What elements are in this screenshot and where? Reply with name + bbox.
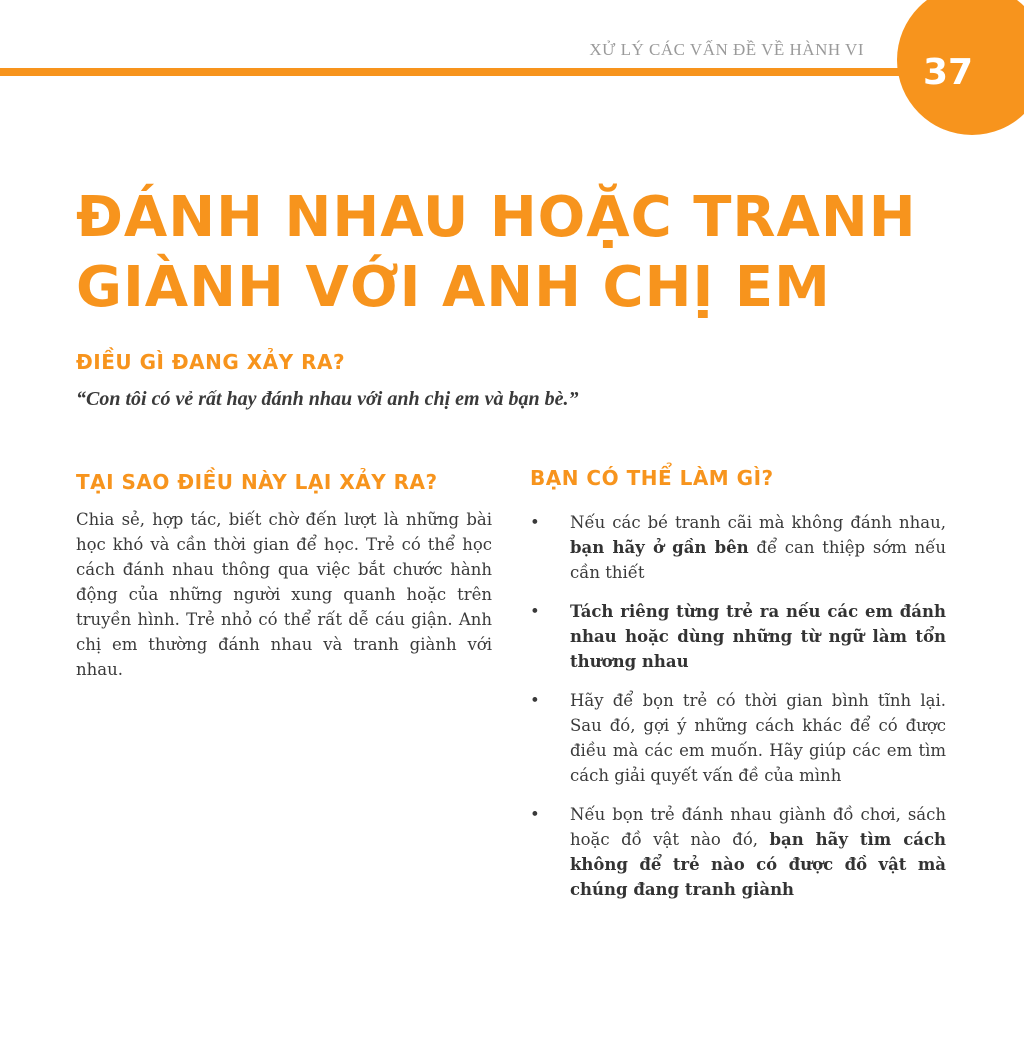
why-heading: TẠI SAO ĐIỀU NÀY LẠI XẢY RA? bbox=[76, 470, 438, 494]
bullet-icon: • bbox=[530, 513, 540, 532]
list-item-text: Nếu các bé tranh cãi mà không đánh nhau, bbox=[570, 513, 946, 532]
list-item-emphasis: bạn hãy ở gần bên bbox=[570, 538, 749, 557]
what-heading: ĐIỀU GÌ ĐANG XẢY RA? bbox=[76, 350, 346, 374]
list-item bbox=[530, 688, 946, 788]
why-body-text: Chia sẻ, hợp tác, biết chờ đến lượt là những bài học khó và cần thời gian để học. Trẻ có thể học cách đánh nhau thông qua việc bắt chước hành động của những người xung quanh hoặc trên truyền hình. Trẻ nhỏ có thể rất dễ cáu giận. Anh chị em thường đánh nhau và tranh giành với nhau. bbox=[76, 510, 492, 679]
bullet-icon: • bbox=[530, 602, 540, 621]
bullet-icon: • bbox=[530, 805, 540, 824]
running-title: XỬ LÝ CÁC VẤN ĐỀ VỀ HÀNH VI bbox=[589, 40, 864, 59]
page-title-line-2: GIÀNH VỚI ANH CHỊ EM bbox=[76, 255, 831, 320]
what-to-do-heading: BẠN CÓ THỂ LÀM GÌ? bbox=[530, 466, 774, 490]
list-item-text: Hãy để bọn trẻ có thời gian bình tĩnh lại. Sau đó, gợi ý những cách khác để có được điều mà các em muốn. Hãy giúp các em tìm cách giải quyết vấn đề của mình bbox=[570, 691, 946, 785]
parent-quote: “Con tôi có vẻ rất hay đánh nhau với anh chị em và bạn bè.” bbox=[76, 388, 579, 410]
list-item bbox=[530, 510, 946, 585]
page-number: 37 bbox=[922, 52, 974, 93]
what-to-do-list bbox=[530, 510, 946, 916]
list-item-text-end: để can thiệp sớm nếu cần thiết bbox=[570, 538, 946, 582]
header-rule bbox=[0, 68, 960, 76]
page-title-line-1: ĐÁNH NHAU HOẶC TRANH bbox=[76, 185, 917, 250]
list-item-text: Nếu bọn trẻ đánh nhau giành đồ chơi, sách hoặc đồ vật nào đó, bbox=[570, 805, 946, 849]
list-item-emphasis: Tách riêng từng trẻ ra nếu các em đánh nhau hoặc dùng những từ ngữ làm tổn thương nhau bbox=[570, 602, 946, 671]
list-item bbox=[530, 802, 946, 902]
list-item bbox=[530, 599, 946, 674]
page-title bbox=[76, 183, 976, 323]
bullet-icon: • bbox=[530, 691, 540, 710]
list-item-emphasis: bạn hãy tìm cách không để trẻ nào có được đồ vật mà chúng đang tranh giành bbox=[570, 830, 946, 899]
